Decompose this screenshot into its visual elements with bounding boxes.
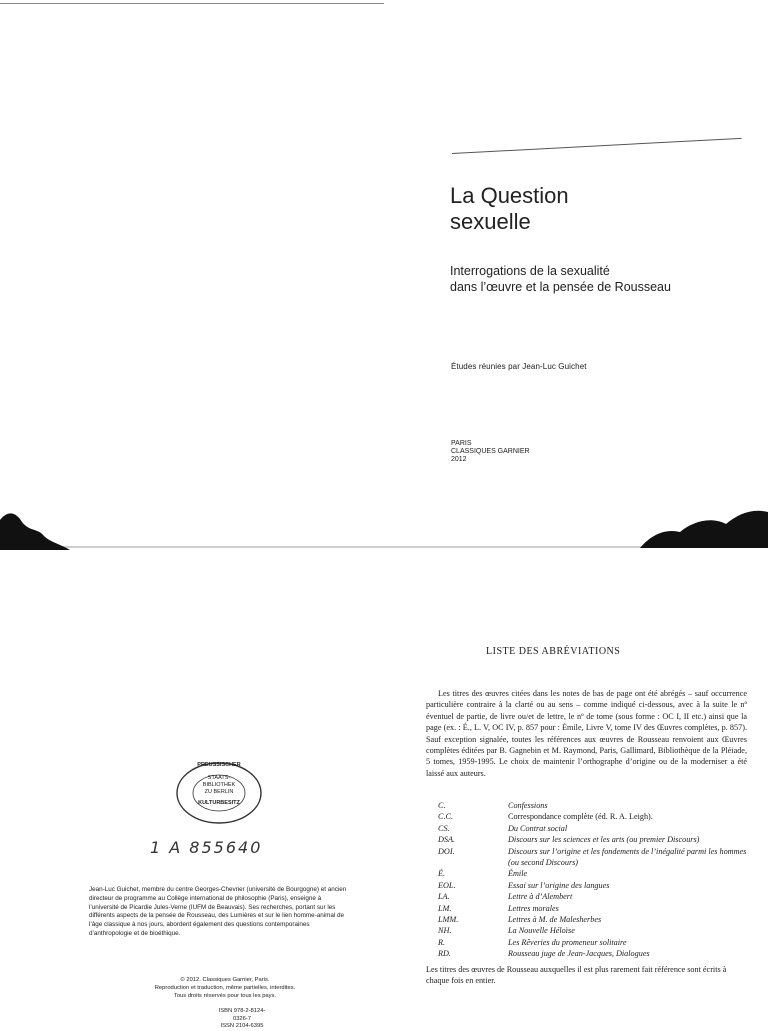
abbreviation-code: CS. (438, 823, 450, 833)
abbreviation-code: NH. (438, 926, 452, 936)
scan-shadow-right (640, 508, 768, 548)
stamp-text-line-2: STAATS- (207, 775, 231, 781)
abbreviation-code: DSA. (438, 835, 456, 845)
abbreviation-code: EOL. (438, 880, 456, 890)
abbreviation-code: C.C. (438, 812, 454, 822)
abbreviation-title: Les Rêveries du promeneur solitaire (508, 937, 627, 947)
abbreviation-code: R. (438, 937, 446, 947)
abbreviation-title: Lettres à M. de Malesherbes (508, 915, 602, 925)
abbreviation-row (426, 823, 756, 834)
call-number: 1 A 855640 (150, 838, 263, 857)
abbreviation-row (426, 937, 756, 948)
abbreviation-code: LA. (438, 892, 450, 902)
title-block (450, 183, 750, 295)
scan-shadow-left (0, 510, 70, 550)
abbreviation-title: Confessions (508, 801, 548, 810)
abbreviation-code: RD. (438, 949, 451, 959)
abbreviation-title: Lettres morales (508, 903, 559, 913)
stamp-text-bottom: KULTURBESITZ (198, 800, 240, 806)
abbreviation-code: LMM. (438, 915, 459, 925)
abbreviation-code: DOI. (438, 846, 455, 856)
abbreviation-title: Du Contrat social (508, 823, 568, 833)
stamp-text-top: PREUSSISCHER (197, 762, 241, 768)
isbn-block (212, 1008, 272, 1031)
publication-year: 2012 (451, 456, 467, 463)
book-title-line-2: sexuelle (450, 209, 531, 234)
abbreviation-row (426, 868, 756, 879)
abbreviation-code: É. (438, 869, 446, 879)
abbreviation-code: C. (438, 801, 446, 810)
abbreviation-row (426, 948, 756, 959)
copyright-block (120, 976, 330, 1000)
abbreviation-row (426, 811, 756, 822)
book-title-line-1: La Question (450, 183, 569, 208)
subtitle-line-2: dans l’œuvre et la pensée de Rousseau (450, 280, 671, 294)
publisher-name: CLASSIQUES GARNIER (451, 448, 530, 455)
copyright-line-2: Reproduction et traduction, même partielles, interdites. (154, 985, 296, 991)
copyright-line-1: © 2012. Classiques Garnier, Paris. (180, 977, 270, 983)
editor-credit: Études réunies par Jean-Luc Guichet (451, 362, 587, 371)
abbreviation-title: Discours sur l’origine et les fondements de l’inégalité parmi les hommes (ou second Discours) (508, 846, 747, 868)
scan-edge-line (0, 3, 384, 4)
abbreviations-intro: Les titres des œuvres citées dans les notes de bas de page ont été abrégés – sauf occurrence particulière contraire à la clarté ou au sens – comme indiqué ci-dessous, avec à la suite le nº éventuel de partie, de livre ou/et de lettre, le nº de tome (sous forme : OC I, II etc.) ainsi que la page (ex. : É., L. V, OC IV, p. 857 pour : Émile, Livre V, tome IV des Œuvres complètes, p. 857). Sauf exception signalée, toutes les références aux œuvres de Rousseau renvoient aux Œuvres complètes éditées par B. Gagnebin et M. Raymond, Paris, Gallimard, Bibliothèque de la Pléiade, 5 tomes, 1959-1995. Le choix de maintenir l’orthographe d’origine ou de la moderniser a été laissé aux auteurs. (426, 689, 747, 778)
publisher-block (451, 440, 530, 464)
abbreviation-title: Rousseau juge de Jean-Jacques, Dialogues (508, 949, 650, 959)
copyright-line-3: Tous droits réservés pour tous les pays. (173, 993, 277, 999)
abbreviation-title: Lettre à d’Alembert (508, 892, 573, 902)
abbreviation-title: Essai sur l’origine des langues (508, 880, 610, 890)
abbreviation-row (426, 846, 756, 869)
abbreviation-row (426, 925, 756, 936)
isbn-number: ISBN 978-2-8124-0326-7 (218, 1008, 266, 1022)
abbreviation-row (426, 914, 756, 925)
book-subtitle (450, 263, 750, 295)
stamp-text (173, 758, 265, 828)
abbreviation-row (426, 800, 756, 811)
abbreviations-heading: LISTE DES ABRÉVIATIONS (486, 646, 621, 657)
author-bio: Jean-Luc Guichet, membre du centre Georges-Chevrier (université de Bourgogne) et ancien directeur de programme au Collège international de philosophie (Paris), enseigne à l’université de Picardie Jules-Verne (IUFM de Beauvais). Ses recherches, portant sur les différents aspects de la pensée de Rousseau, des Lumières et sur le lien homme-animal de l’âge classique à nos jours, abordent également des questions contemporaines d’anthropologie et de bioéthique. (89, 886, 347, 937)
decorative-rule (452, 138, 742, 154)
abbreviation-row (426, 834, 756, 845)
subtitle-line-1: Interrogations de la sexualité (450, 264, 610, 278)
publisher-city: PARIS (451, 440, 472, 447)
issn-number: ISSN 2104-6395 (220, 1023, 264, 1029)
abbreviation-code: LM. (438, 903, 452, 913)
abbreviation-row (426, 903, 756, 914)
abbreviation-title: Discours sur les sciences et les arts (ou premier Discours) (508, 835, 700, 845)
abbreviations-list (426, 800, 756, 960)
abbreviation-title: La Nouvelle Héloïse (508, 926, 575, 936)
abbreviation-row (426, 880, 756, 891)
stamp-text-line-3: BIBLIOTHEK (202, 782, 236, 788)
abbreviation-title: Émile (508, 869, 528, 879)
abbreviation-title: Correspondance complète (éd. R. A. Leigh). (508, 812, 653, 822)
abbreviation-row (426, 891, 756, 902)
abbreviations-footer: Les titres des œuvres de Rousseau auxquelles il est plus rarement fait référence sont écrits à chaque fois en entier. (426, 965, 727, 986)
stamp-text-line-4: ZU BERLIN (204, 789, 234, 795)
